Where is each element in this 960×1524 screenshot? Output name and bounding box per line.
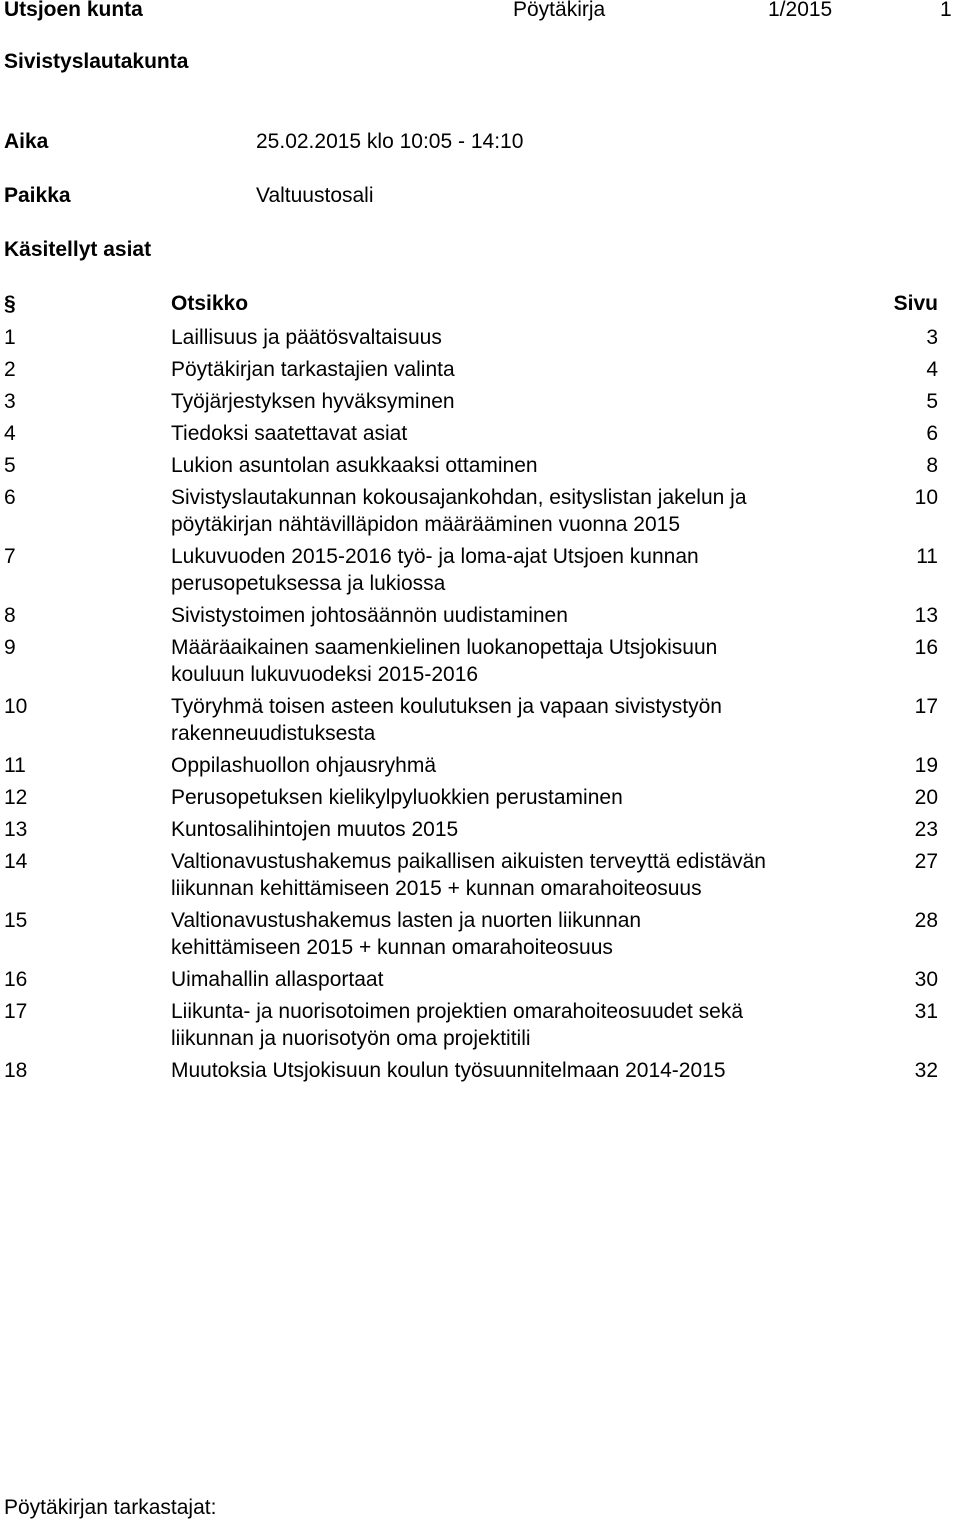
toc-row (0, 388, 960, 415)
toc-item-title: Työjärjestyksen hyväksyminen (171, 390, 455, 413)
toc-item-page: 8 (926, 454, 938, 477)
toc-item-number: 15 (4, 909, 28, 932)
toc-header (0, 290, 960, 318)
toc-item-title: Oppilashuollon ohjausryhmä (171, 754, 436, 777)
toc-item-number: 7 (4, 545, 16, 568)
toc-item-number: 11 (4, 754, 26, 777)
toc-item-page: 28 (914, 909, 938, 932)
board-name: Sivistyslautakunta (4, 50, 189, 73)
toc-item-page: 10 (914, 486, 938, 509)
toc-item-number: 17 (4, 1000, 28, 1023)
toc-item-title: Sivistyslautakunnan kokousajankohdan, esityslistan jakelun ja pöytäkirjan nähtävilläpidon määrääminen vuonna 2015 (171, 486, 747, 536)
toc-row (0, 998, 960, 1052)
toc-item-title: Perusopetuksen kielikylpyluokkien perustaminen (171, 786, 623, 809)
toc-title-header: Otsikko (171, 292, 249, 315)
toc-item-title: Valtionavustushakemus paikallisen aikuisten terveyttä edistävän liikunnan kehittämiseen 2015 + kunnan omarahoiteosuus (171, 850, 766, 900)
toc-item-page: 32 (914, 1059, 938, 1082)
toc-item-page: 23 (914, 818, 938, 841)
toc-item-number: 5 (4, 454, 16, 477)
handled-items-heading: Käsitellyt asiat (4, 238, 152, 261)
toc-item-title: Muutoksia Utsjokisuun koulun työsuunnitelmaan 2014-2015 (171, 1059, 726, 1082)
toc-row (0, 634, 960, 688)
toc-row (0, 602, 960, 629)
time-label: Aika (4, 130, 49, 153)
toc-row (0, 484, 960, 538)
toc-row (0, 848, 960, 902)
page-number: 1 (940, 0, 952, 21)
toc-row (0, 966, 960, 993)
toc-row (0, 356, 960, 383)
toc-item-page: 19 (914, 754, 938, 777)
toc-row (0, 543, 960, 597)
toc-item-title: Pöytäkirjan tarkastajien valinta (171, 358, 455, 381)
toc-item-title: Uimahallin allasportaat (171, 968, 384, 991)
toc-item-page: 3 (926, 326, 938, 349)
toc-row (0, 693, 960, 747)
toc-row (0, 420, 960, 447)
toc-row (0, 784, 960, 811)
toc-row (0, 752, 960, 779)
toc-item-page: 13 (914, 604, 938, 627)
toc-item-title: Lukuvuoden 2015-2016 työ- ja loma-ajat Utsjoen kunnan perusopetuksessa ja lukiossa (171, 545, 699, 595)
time-value: 25.02.2015 klo 10:05 - 14:10 (256, 130, 524, 153)
document-number: 1/2015 (768, 0, 833, 21)
toc-item-page: 30 (914, 968, 938, 991)
toc-item-number: 1 (4, 326, 16, 349)
reviewers-label: Pöytäkirjan tarkastajat: (4, 1496, 217, 1519)
toc-item-number: 16 (4, 968, 28, 991)
toc-row (0, 907, 960, 961)
toc-item-page: 6 (926, 422, 938, 445)
toc-item-title: Työryhmä toisen asteen koulutuksen ja vapaan sivistystyön rakenneuudistuksesta (171, 695, 722, 745)
toc-item-number: 3 (4, 390, 16, 413)
toc-item-page: 17 (914, 695, 938, 718)
toc-row (0, 816, 960, 843)
toc-list (0, 324, 960, 1089)
toc-item-number: 6 (4, 486, 16, 509)
toc-item-number: 10 (4, 695, 28, 718)
toc-item-page: 16 (914, 636, 938, 659)
toc-item-number: 13 (4, 818, 28, 841)
toc-item-page: 5 (926, 390, 938, 413)
toc-item-page: 4 (926, 358, 938, 381)
toc-row (0, 1057, 960, 1084)
toc-item-number: 2 (4, 358, 16, 381)
toc-item-page: 20 (914, 786, 938, 809)
toc-item-title: Lukion asuntolan asukkaaksi ottaminen (171, 454, 538, 477)
toc-item-title: Tiedoksi saatettavat asiat (171, 422, 408, 445)
toc-row (0, 324, 960, 351)
place-label: Paikka (4, 184, 71, 207)
document-type: Pöytäkirja (513, 0, 606, 21)
toc-item-title: Määräaikainen saamenkielinen luokanopettaja Utsjokisuun kouluun lukuvuodeksi 2015-2016 (171, 636, 718, 686)
toc-item-page: 31 (914, 1000, 938, 1023)
toc-item-title: Liikunta- ja nuorisotoimen projektien omarahoiteosuudet sekä liikunnan ja nuorisotyön oma projektitili (171, 1000, 744, 1050)
toc-item-title: Sivistystoimen johtosäännön uudistaminen (171, 604, 568, 627)
toc-item-number: 14 (4, 850, 28, 873)
place-value: Valtuustosali (256, 184, 374, 207)
toc-item-title: Kuntosalihintojen muutos 2015 (171, 818, 459, 841)
toc-item-title: Valtionavustushakemus lasten ja nuorten liikunnan kehittämiseen 2015 + kunnan omarahoiteosuus (171, 909, 642, 959)
toc-row (0, 452, 960, 479)
municipality-name: Utsjoen kunta (4, 0, 143, 21)
toc-item-number: 8 (4, 604, 16, 627)
toc-item-number: 4 (4, 422, 16, 445)
toc-item-number: 12 (4, 786, 28, 809)
toc-item-title: Laillisuus ja päätösvaltaisuus (171, 326, 442, 349)
toc-item-page: 27 (914, 850, 938, 873)
toc-item-number: 9 (4, 636, 16, 659)
toc-item-number: 18 (4, 1059, 28, 1082)
toc-page-header: Sivu (893, 292, 938, 315)
section-symbol-icon: § (4, 292, 16, 315)
toc-item-page: 11 (916, 545, 938, 568)
